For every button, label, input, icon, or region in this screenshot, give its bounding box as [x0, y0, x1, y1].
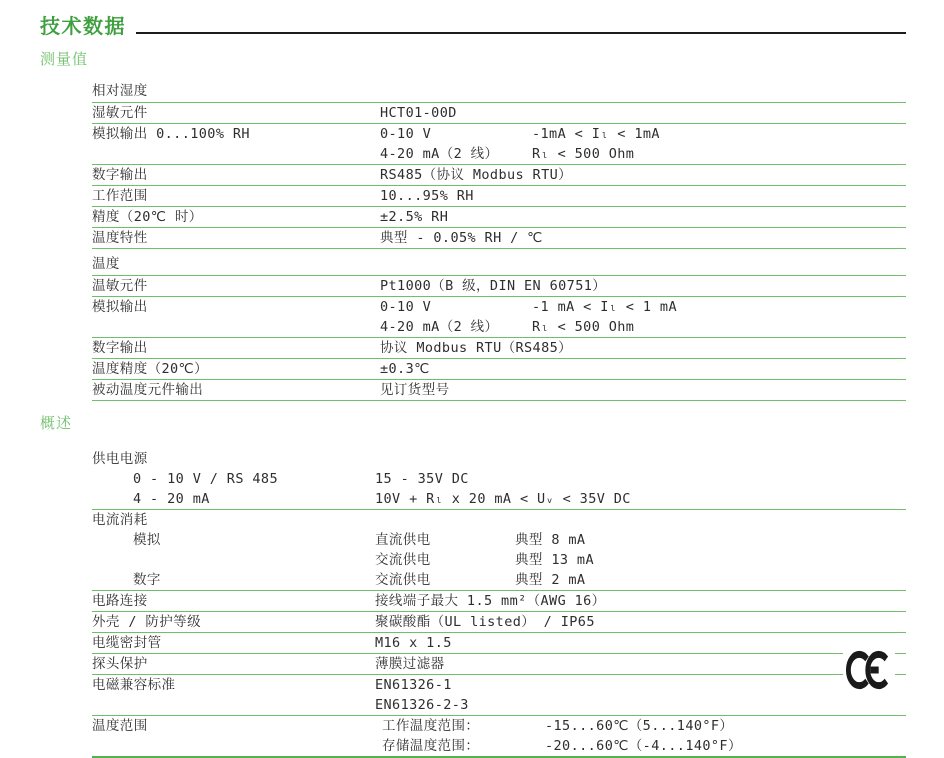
value-line: Rₗ < 500 Ohm — [532, 319, 635, 335]
table-row — [92, 570, 906, 590]
row-label: 温度范围 — [92, 718, 148, 734]
row-label: 被动温度元件输出 — [92, 382, 204, 398]
current-consumption-group — [92, 510, 906, 591]
row-label: 湿敏元件 — [92, 105, 148, 121]
value-line: -1 mA < Iₗ < 1 mA — [532, 299, 677, 315]
row-value: ±2.5% RH — [380, 209, 449, 225]
row-value — [382, 716, 545, 756]
power-supply-group — [92, 449, 906, 510]
row-value: 15 - 35V DC — [375, 471, 469, 487]
ce-mark-icon — [843, 647, 895, 693]
table-row — [92, 103, 906, 124]
humidity-table-title: 相对湿度 — [92, 83, 906, 103]
table-row — [92, 380, 906, 401]
ce-mark-svg — [846, 650, 892, 690]
row-label: 探头保护 — [92, 656, 148, 672]
table-row — [92, 550, 906, 570]
section-heading-measured-values: 测量值 — [40, 50, 89, 68]
table-row — [92, 591, 906, 612]
row-label: 温度特性 — [92, 230, 148, 246]
group-header-row — [92, 449, 906, 469]
value-line: -1mA < Iₗ < 1mA — [532, 126, 660, 142]
row-value: 交流供电 — [375, 552, 431, 568]
value-line: 0-10 V — [380, 299, 432, 315]
emc-row — [92, 675, 906, 716]
table-row — [92, 338, 906, 359]
row-value: 交流供电 — [375, 572, 431, 588]
row-label: 4 - 20 mA — [133, 491, 210, 507]
table-row — [92, 186, 906, 207]
table-row — [92, 612, 906, 633]
group-header-row — [92, 510, 906, 530]
value-line: 4-20 mA（2 线） — [380, 146, 499, 162]
table-row — [92, 489, 906, 509]
row-value-2: 典型 8 mA — [515, 532, 586, 548]
row-label: 工作范围 — [92, 188, 148, 204]
row-value — [380, 124, 532, 164]
row-value: 接线端子最大 1.5 mm²（AWG 16） — [375, 593, 606, 609]
row-value-2: 典型 13 mA — [515, 552, 594, 568]
table-row — [92, 654, 906, 675]
value-line: 存储温度范围： — [382, 738, 480, 754]
row-label: 电路连接 — [92, 593, 148, 609]
overview-table — [92, 449, 906, 758]
section-heading-overview: 概述 — [40, 414, 73, 432]
row-label: 温度精度（20℃） — [92, 361, 209, 377]
row-label: 模拟输出 0...100% RH — [92, 126, 250, 142]
row-value: RS485（协议 Modbus RTU） — [380, 167, 573, 183]
title-row — [40, 14, 906, 38]
value-line: 工作温度范围： — [382, 718, 480, 734]
row-label: 电缆密封管 — [92, 635, 162, 651]
value-line: -20...60℃（-4...140°F） — [545, 738, 742, 754]
row-label: 电流消耗 — [92, 512, 148, 528]
temperature-table-title: 温度 — [92, 256, 906, 276]
row-value — [380, 297, 532, 337]
row-value: 协议 Modbus RTU（RS485） — [380, 340, 573, 356]
row-value: 10...95% RH — [380, 188, 474, 204]
table-row — [92, 359, 906, 380]
value-line: -15...60℃（5...140°F） — [545, 718, 734, 734]
value-line: 0-10 V — [380, 126, 432, 142]
row-value — [375, 675, 906, 715]
value-line: EN61326-1 — [375, 677, 452, 693]
row-value: 直流供电 — [375, 532, 431, 548]
row-value: 典型 - 0.05% RH / ℃ — [380, 230, 543, 246]
row-value: 见订货型号 — [380, 382, 450, 398]
table-row — [92, 633, 906, 654]
row-label: 电磁兼容标准 — [92, 677, 176, 693]
row-value: ±0.3℃ — [380, 361, 430, 377]
row-label: 数字输出 — [92, 340, 148, 356]
temperature-range-row — [92, 716, 906, 758]
row-label: 模拟 — [133, 532, 161, 548]
row-value-2 — [532, 297, 906, 337]
temperature-table — [92, 256, 906, 401]
title-underline-rule — [136, 32, 906, 34]
row-value: 聚碳酸酯（UL listed） / IP65 — [375, 614, 595, 630]
row-label: 数字输出 — [92, 167, 148, 183]
row-value: HCT01-00D — [380, 105, 457, 121]
row-value: 10V + Rₗ x 20 mA < Uᵥ < 35V DC — [375, 491, 631, 507]
row-value-2 — [532, 124, 906, 164]
row-label: 供电电源 — [92, 451, 148, 467]
value-line: Rₗ < 500 Ohm — [532, 146, 635, 162]
row-value: 薄膜过滤器 — [375, 656, 445, 672]
row-label: 精度（20℃ 时） — [92, 209, 203, 225]
value-line: 4-20 mA（2 线） — [380, 319, 499, 335]
table-row — [92, 124, 906, 165]
row-label: 0 - 10 V / RS 485 — [133, 471, 278, 487]
table-row — [92, 530, 906, 550]
table-row — [92, 276, 906, 297]
table-row — [92, 228, 906, 249]
row-value: Pt1000（B 级，DIN EN 60751） — [380, 278, 607, 294]
value-line: EN61326-2-3 — [375, 697, 469, 713]
row-value-2 — [545, 716, 906, 756]
row-label: 温敏元件 — [92, 278, 148, 294]
table-row — [92, 297, 906, 338]
row-label: 模拟输出 — [92, 299, 148, 315]
row-label: 数字 — [133, 572, 161, 588]
row-value: M16 x 1.5 — [375, 635, 452, 651]
table-row — [92, 207, 906, 228]
table-row — [92, 469, 906, 489]
humidity-table — [92, 83, 906, 249]
row-label: 外壳 / 防护等级 — [92, 614, 201, 630]
page-title: 技术数据 — [40, 14, 126, 38]
table-row — [92, 165, 906, 186]
row-value-2: 典型 2 mA — [515, 572, 586, 588]
